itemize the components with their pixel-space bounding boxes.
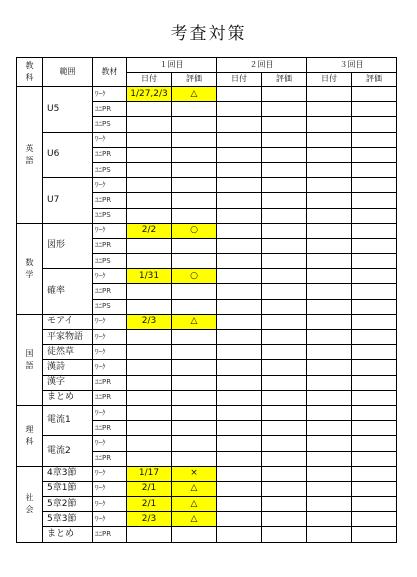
study-plan-table <box>16 57 397 543</box>
material-cell: ﾕﾆPR <box>93 451 127 466</box>
subject-name-char: 社 <box>25 493 34 503</box>
eval-cell-round-2[interactable] <box>262 162 307 177</box>
eval-cell-round-1[interactable]: △ <box>172 497 217 512</box>
date-cell-round-3[interactable] <box>307 178 352 193</box>
date-cell-round-3[interactable] <box>307 193 352 208</box>
material-cell: ﾕﾆPR <box>93 390 127 405</box>
eval-cell-round-1[interactable]: △ <box>172 314 217 329</box>
unit-name: 5章3節 <box>43 512 93 527</box>
date-cell-round-3[interactable] <box>307 345 352 360</box>
eval-cell-round-2[interactable] <box>262 132 307 147</box>
material-cell: ﾜｰｸ <box>93 497 127 512</box>
date-cell-round-3[interactable] <box>307 162 352 177</box>
subject-name-char: 科 <box>25 436 34 446</box>
eval-cell-round-2[interactable] <box>262 269 307 284</box>
eval-cell-round-2[interactable] <box>262 299 307 314</box>
material-cell: ﾜｰｸ <box>93 512 127 527</box>
date-cell-round-3[interactable] <box>307 269 352 284</box>
eval-cell-round-1[interactable] <box>172 299 217 314</box>
date-cell-round-2[interactable] <box>217 238 262 253</box>
unit-name: 漢詩 <box>43 360 93 375</box>
material-cell: ﾜｰｸ <box>93 178 127 193</box>
header-eval: 評価 <box>262 72 307 87</box>
date-cell-round-3[interactable] <box>307 254 352 269</box>
eval-cell-round-3[interactable] <box>352 269 397 284</box>
material-cell: ﾕﾆPR <box>93 147 127 162</box>
table-row <box>17 132 397 147</box>
subject-name-char: 語 <box>25 360 34 370</box>
material-cell: ﾜｰｸ <box>93 132 127 147</box>
material-cell: ﾕﾆPR <box>93 102 127 117</box>
date-cell-round-1[interactable] <box>127 436 172 451</box>
subject-name <box>17 314 43 405</box>
date-cell-round-1[interactable]: 1/27,2/3 <box>127 87 172 102</box>
eval-cell-round-3[interactable] <box>352 390 397 405</box>
date-cell-round-1[interactable] <box>127 299 172 314</box>
eval-cell-round-2[interactable] <box>262 223 307 238</box>
unit-name: 平家物語 <box>43 330 93 345</box>
eval-cell-round-1[interactable] <box>172 360 217 375</box>
subject-name-char: 英 <box>25 143 34 153</box>
date-cell-round-2[interactable] <box>217 466 262 481</box>
unit-name: モアイ <box>43 314 93 329</box>
eval-cell-round-3[interactable] <box>352 330 397 345</box>
date-cell-round-3[interactable] <box>307 466 352 481</box>
material-cell: ﾕﾆPR <box>93 527 127 542</box>
date-cell-round-3[interactable] <box>307 512 352 527</box>
material-cell: ﾜｰｸ <box>93 314 127 329</box>
table-row <box>17 481 397 496</box>
material-cell: ﾕﾆPR <box>93 375 127 390</box>
date-cell-round-3[interactable] <box>307 223 352 238</box>
subject-name <box>17 223 43 314</box>
date-cell-round-2[interactable] <box>217 193 262 208</box>
table-row <box>17 405 397 420</box>
date-cell-round-2[interactable] <box>217 208 262 223</box>
eval-cell-round-1[interactable] <box>172 254 217 269</box>
date-cell-round-2[interactable] <box>217 436 262 451</box>
eval-cell-round-1[interactable]: × <box>172 466 217 481</box>
table-row <box>17 375 397 390</box>
table-row <box>17 360 397 375</box>
date-cell-round-2[interactable] <box>217 299 262 314</box>
date-cell-round-3[interactable] <box>307 360 352 375</box>
eval-cell-round-2[interactable] <box>262 375 307 390</box>
eval-cell-round-3[interactable] <box>352 147 397 162</box>
date-cell-round-1[interactable] <box>127 162 172 177</box>
eval-cell-round-1[interactable] <box>172 405 217 420</box>
eval-cell-round-2[interactable] <box>262 497 307 512</box>
date-cell-round-2[interactable] <box>217 451 262 466</box>
table-row <box>17 345 397 360</box>
header-date: 日付 <box>127 72 172 87</box>
date-cell-round-3[interactable] <box>307 117 352 132</box>
date-cell-round-3[interactable] <box>307 87 352 102</box>
material-cell: ﾜｰｸ <box>93 360 127 375</box>
subject-name-char: 数 <box>25 257 34 267</box>
date-cell-round-1[interactable]: 1/31 <box>127 269 172 284</box>
date-cell-round-2[interactable] <box>217 117 262 132</box>
eval-cell-round-1[interactable] <box>172 375 217 390</box>
date-cell-round-3[interactable] <box>307 527 352 542</box>
unit-name: 図形 <box>43 223 93 269</box>
eval-cell-round-1[interactable] <box>172 117 217 132</box>
date-cell-round-2[interactable] <box>217 254 262 269</box>
eval-cell-round-3[interactable] <box>352 284 397 299</box>
eval-cell-round-2[interactable] <box>262 238 307 253</box>
material-cell: ﾜｰｸ <box>93 223 127 238</box>
date-cell-round-2[interactable] <box>217 314 262 329</box>
date-cell-round-3[interactable] <box>307 436 352 451</box>
date-cell-round-1[interactable]: 2/1 <box>127 481 172 496</box>
material-cell: ﾜｰｸ <box>93 87 127 102</box>
unit-name: 電流1 <box>43 405 93 435</box>
date-cell-round-3[interactable] <box>307 314 352 329</box>
date-cell-round-2[interactable] <box>217 162 262 177</box>
date-cell-round-2[interactable] <box>217 405 262 420</box>
material-cell: ﾜｰｸ <box>93 436 127 451</box>
date-cell-round-2[interactable] <box>217 512 262 527</box>
eval-cell-round-2[interactable] <box>262 147 307 162</box>
eval-cell-round-3[interactable] <box>352 102 397 117</box>
material-cell: ﾕﾆPS <box>93 299 127 314</box>
table-row <box>17 527 397 542</box>
unit-name: 徒然草 <box>43 345 93 360</box>
material-cell: ﾜｰｸ <box>93 345 127 360</box>
date-cell-round-1[interactable] <box>127 147 172 162</box>
eval-cell-round-1[interactable] <box>172 208 217 223</box>
eval-cell-round-3[interactable] <box>352 132 397 147</box>
date-cell-round-1[interactable] <box>127 360 172 375</box>
date-cell-round-1[interactable] <box>127 132 172 147</box>
eval-cell-round-3[interactable] <box>352 527 397 542</box>
eval-cell-round-1[interactable] <box>172 330 217 345</box>
eval-cell-round-2[interactable] <box>262 102 307 117</box>
subject-name <box>17 87 43 224</box>
date-cell-round-3[interactable] <box>307 481 352 496</box>
eval-cell-round-2[interactable] <box>262 405 307 420</box>
eval-cell-round-1[interactable]: △ <box>172 481 217 496</box>
date-cell-round-2[interactable] <box>217 132 262 147</box>
eval-cell-round-3[interactable] <box>352 451 397 466</box>
material-cell: ﾜｰｸ <box>93 330 127 345</box>
date-cell-round-1[interactable]: 1/17 <box>127 466 172 481</box>
eval-cell-round-1[interactable]: △ <box>172 87 217 102</box>
date-cell-round-1[interactable] <box>127 330 172 345</box>
date-cell-round-1[interactable] <box>127 193 172 208</box>
unit-name: 5章2節 <box>43 497 93 512</box>
eval-cell-round-2[interactable] <box>262 451 307 466</box>
material-cell: ﾕﾆPR <box>93 193 127 208</box>
eval-cell-round-3[interactable] <box>352 208 397 223</box>
eval-cell-round-3[interactable] <box>352 466 397 481</box>
material-cell: ﾜｰｸ <box>93 405 127 420</box>
date-cell-round-1[interactable] <box>127 102 172 117</box>
date-cell-round-1[interactable] <box>127 208 172 223</box>
date-cell-round-3[interactable] <box>307 208 352 223</box>
date-cell-round-3[interactable] <box>307 147 352 162</box>
eval-cell-round-2[interactable] <box>262 345 307 360</box>
date-cell-round-2[interactable] <box>217 375 262 390</box>
table-row <box>17 512 397 527</box>
date-cell-round-3[interactable] <box>307 102 352 117</box>
material-cell: ﾕﾆPR <box>93 421 127 436</box>
eval-cell-round-1[interactable]: ○ <box>172 269 217 284</box>
material-cell: ﾕﾆPS <box>93 254 127 269</box>
header-unit: 範囲 <box>43 58 93 87</box>
date-cell-round-3[interactable] <box>307 390 352 405</box>
header-subject-char: 科 <box>25 73 34 82</box>
header-round-2: ２回目 <box>217 58 307 73</box>
date-cell-round-1[interactable] <box>127 178 172 193</box>
unit-name: 電流2 <box>43 436 93 466</box>
subject-name <box>17 466 43 542</box>
eval-cell-round-3[interactable] <box>352 481 397 496</box>
subject-name <box>17 405 43 466</box>
material-cell: ﾕﾆPR <box>93 238 127 253</box>
table-row <box>17 223 397 238</box>
eval-cell-round-2[interactable] <box>262 390 307 405</box>
eval-cell-round-2[interactable] <box>262 360 307 375</box>
header-round-3: ３回目 <box>307 58 397 73</box>
eval-cell-round-3[interactable] <box>352 254 397 269</box>
header-subject-char: 教 <box>25 61 34 70</box>
material-cell: ﾕﾆPS <box>93 117 127 132</box>
unit-name: U6 <box>43 132 93 178</box>
date-cell-round-2[interactable] <box>217 390 262 405</box>
date-cell-round-1[interactable] <box>127 405 172 420</box>
eval-cell-round-3[interactable] <box>352 375 397 390</box>
date-cell-round-3[interactable] <box>307 132 352 147</box>
date-cell-round-2[interactable] <box>217 87 262 102</box>
date-cell-round-2[interactable] <box>217 527 262 542</box>
eval-cell-round-3[interactable] <box>352 314 397 329</box>
date-cell-round-2[interactable] <box>217 178 262 193</box>
eval-cell-round-1[interactable]: ○ <box>172 223 217 238</box>
eval-cell-round-3[interactable] <box>352 436 397 451</box>
date-cell-round-2[interactable] <box>217 497 262 512</box>
eval-cell-round-3[interactable] <box>352 223 397 238</box>
date-cell-round-1[interactable]: 2/1 <box>127 497 172 512</box>
unit-name: まとめ <box>43 390 93 405</box>
eval-cell-round-3[interactable] <box>352 512 397 527</box>
header-round-1: １回目 <box>127 58 217 73</box>
unit-name: 漢字 <box>43 375 93 390</box>
eval-cell-round-3[interactable] <box>352 345 397 360</box>
eval-cell-round-1[interactable] <box>172 284 217 299</box>
date-cell-round-1[interactable] <box>127 421 172 436</box>
unit-name: 4章3節 <box>43 466 93 481</box>
date-cell-round-3[interactable] <box>307 421 352 436</box>
eval-cell-round-1[interactable] <box>172 162 217 177</box>
date-cell-round-3[interactable] <box>307 405 352 420</box>
subject-name-char: 学 <box>25 269 34 279</box>
date-cell-round-1[interactable] <box>127 390 172 405</box>
date-cell-round-2[interactable] <box>217 330 262 345</box>
eval-cell-round-2[interactable] <box>262 314 307 329</box>
eval-cell-round-1[interactable] <box>172 147 217 162</box>
table-row <box>17 314 397 329</box>
date-cell-round-1[interactable] <box>127 375 172 390</box>
date-cell-round-3[interactable] <box>307 299 352 314</box>
eval-cell-round-1[interactable]: △ <box>172 512 217 527</box>
date-cell-round-1[interactable] <box>127 345 172 360</box>
date-cell-round-2[interactable] <box>217 147 262 162</box>
eval-cell-round-3[interactable] <box>352 238 397 253</box>
date-cell-round-2[interactable] <box>217 360 262 375</box>
unit-name: U5 <box>43 87 93 133</box>
eval-cell-round-1[interactable] <box>172 421 217 436</box>
eval-cell-round-1[interactable] <box>172 390 217 405</box>
date-cell-round-3[interactable] <box>307 284 352 299</box>
eval-cell-round-2[interactable] <box>262 481 307 496</box>
page-title: 考査対策 <box>170 24 247 44</box>
eval-cell-round-1[interactable] <box>172 451 217 466</box>
date-cell-round-2[interactable] <box>217 102 262 117</box>
date-cell-round-1[interactable] <box>127 238 172 253</box>
date-cell-round-3[interactable] <box>307 497 352 512</box>
eval-cell-round-3[interactable] <box>352 162 397 177</box>
eval-cell-round-2[interactable] <box>262 178 307 193</box>
eval-cell-round-1[interactable] <box>172 193 217 208</box>
table-row <box>17 269 397 284</box>
eval-cell-round-2[interactable] <box>262 87 307 102</box>
unit-name: まとめ <box>43 527 93 542</box>
subject-name-char: 会 <box>25 505 34 515</box>
material-cell: ﾕﾆPS <box>93 162 127 177</box>
table-row <box>17 178 397 193</box>
date-cell-round-3[interactable] <box>307 330 352 345</box>
eval-cell-round-2[interactable] <box>262 193 307 208</box>
subject-name-char: 国 <box>25 348 34 358</box>
eval-cell-round-1[interactable] <box>172 527 217 542</box>
unit-name: U7 <box>43 178 93 224</box>
eval-cell-round-3[interactable] <box>352 360 397 375</box>
material-cell: ﾕﾆPS <box>93 208 127 223</box>
eval-cell-round-2[interactable] <box>262 466 307 481</box>
eval-cell-round-2[interactable] <box>262 527 307 542</box>
table-row <box>17 436 397 451</box>
eval-cell-round-3[interactable] <box>352 178 397 193</box>
date-cell-round-2[interactable] <box>217 481 262 496</box>
eval-cell-round-2[interactable] <box>262 512 307 527</box>
unit-name: 5章1節 <box>43 481 93 496</box>
date-cell-round-2[interactable] <box>217 223 262 238</box>
table-row <box>17 497 397 512</box>
date-cell-round-1[interactable]: 2/3 <box>127 512 172 527</box>
eval-cell-round-1[interactable] <box>172 178 217 193</box>
date-cell-round-1[interactable] <box>127 527 172 542</box>
date-cell-round-1[interactable] <box>127 284 172 299</box>
table-row <box>17 390 397 405</box>
subject-name-char: 理 <box>25 424 34 434</box>
table-body <box>17 87 397 543</box>
date-cell-round-2[interactable] <box>217 421 262 436</box>
eval-cell-round-2[interactable] <box>262 284 307 299</box>
eval-cell-round-3[interactable] <box>352 497 397 512</box>
eval-cell-round-3[interactable] <box>352 87 397 102</box>
eval-cell-round-1[interactable] <box>172 436 217 451</box>
header-eval: 評価 <box>172 72 217 87</box>
date-cell-round-2[interactable] <box>217 284 262 299</box>
table-row <box>17 87 397 102</box>
eval-cell-round-2[interactable] <box>262 330 307 345</box>
material-cell: ﾜｰｸ <box>93 466 127 481</box>
table-row <box>17 466 397 481</box>
table-row <box>17 330 397 345</box>
eval-cell-round-2[interactable] <box>262 208 307 223</box>
header-date: 日付 <box>307 72 352 87</box>
eval-cell-round-2[interactable] <box>262 117 307 132</box>
eval-cell-round-1[interactable] <box>172 132 217 147</box>
eval-cell-round-2[interactable] <box>262 421 307 436</box>
date-cell-round-3[interactable] <box>307 375 352 390</box>
eval-cell-round-2[interactable] <box>262 436 307 451</box>
eval-cell-round-3[interactable] <box>352 117 397 132</box>
eval-cell-round-3[interactable] <box>352 405 397 420</box>
date-cell-round-1[interactable] <box>127 451 172 466</box>
date-cell-round-3[interactable] <box>307 451 352 466</box>
eval-cell-round-1[interactable] <box>172 238 217 253</box>
material-cell: ﾜｰｸ <box>93 481 127 496</box>
date-cell-round-1[interactable]: 2/2 <box>127 223 172 238</box>
eval-cell-round-1[interactable] <box>172 102 217 117</box>
eval-cell-round-3[interactable] <box>352 193 397 208</box>
date-cell-round-2[interactable] <box>217 345 262 360</box>
eval-cell-round-1[interactable] <box>172 345 217 360</box>
header-eval: 評価 <box>352 72 397 87</box>
eval-cell-round-3[interactable] <box>352 299 397 314</box>
unit-name: 確率 <box>43 269 93 315</box>
subject-name-char: 語 <box>25 155 34 165</box>
date-cell-round-2[interactable] <box>217 269 262 284</box>
material-cell: ﾜｰｸ <box>93 269 127 284</box>
header-material: 教材 <box>93 58 127 87</box>
date-cell-round-1[interactable]: 2/3 <box>127 314 172 329</box>
date-cell-round-3[interactable] <box>307 238 352 253</box>
material-cell: ﾕﾆPR <box>93 284 127 299</box>
date-cell-round-1[interactable] <box>127 254 172 269</box>
eval-cell-round-2[interactable] <box>262 254 307 269</box>
date-cell-round-1[interactable] <box>127 117 172 132</box>
eval-cell-round-3[interactable] <box>352 421 397 436</box>
header-subject <box>17 58 43 87</box>
header-date: 日付 <box>217 72 262 87</box>
